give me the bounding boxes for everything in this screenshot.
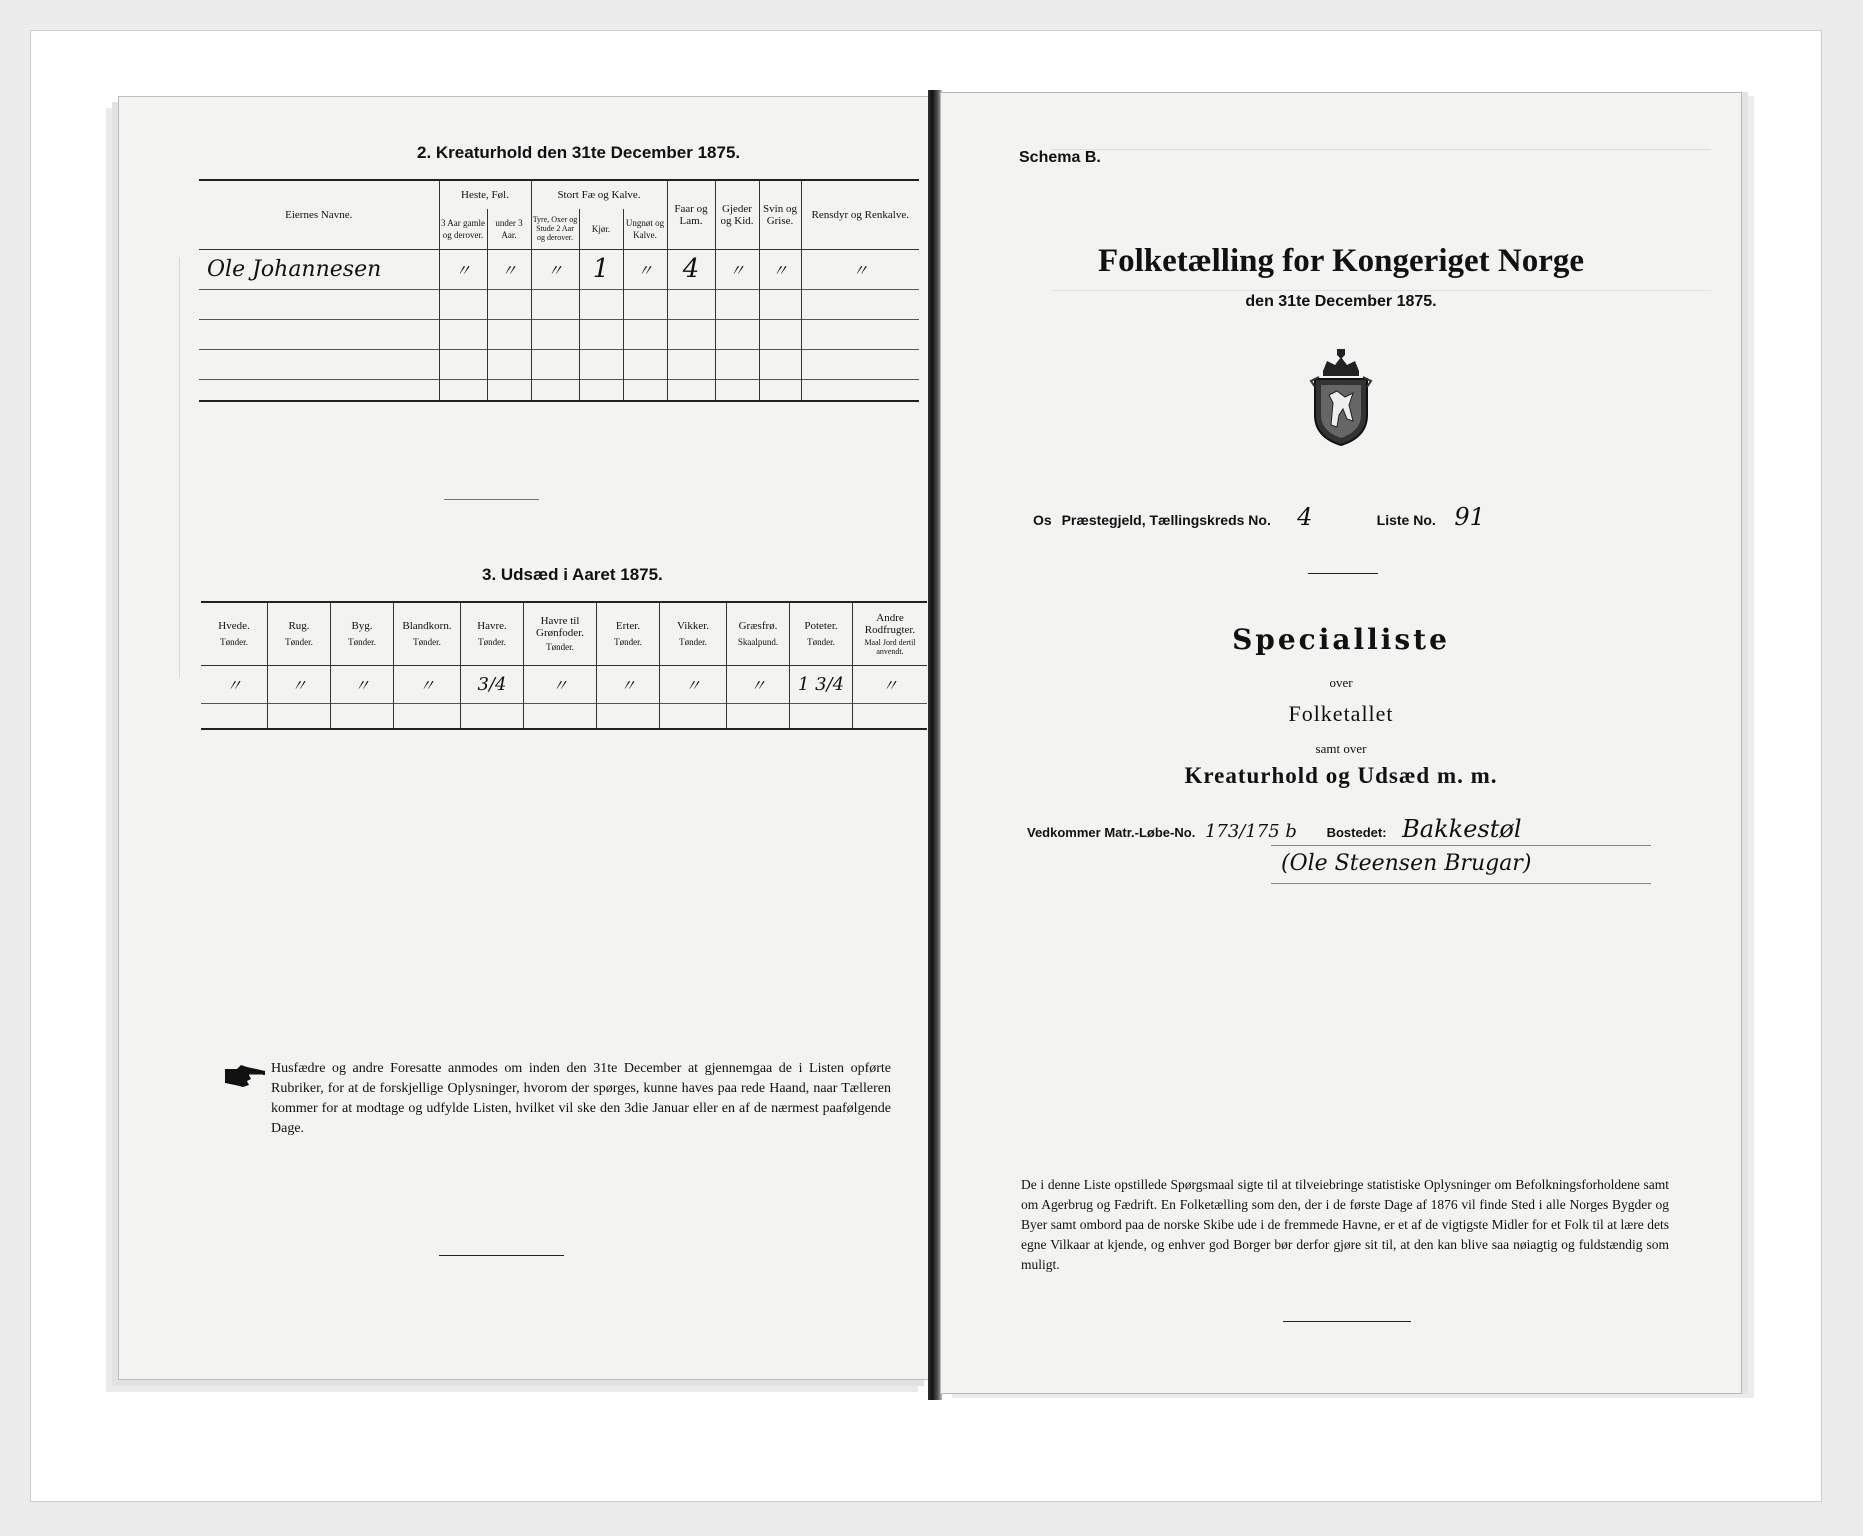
- cattle-cows-cell: 1: [579, 249, 623, 289]
- seed-value-7: 〃: [597, 665, 660, 703]
- seed-value-5: 3/4: [461, 665, 524, 703]
- folketallet-heading: Folketallet: [1288, 701, 1394, 726]
- samt-over-label: samt over: [1315, 741, 1367, 756]
- seed-value-3: 〃: [331, 665, 394, 703]
- seed-col-9-header: Græsfrø. Skaalpund.: [727, 603, 790, 665]
- horses-group-header: Heste, Føl.: [439, 181, 531, 209]
- parish-prefix: Os: [1033, 512, 1052, 528]
- goats-header: Gjeder og Kid.: [715, 181, 759, 249]
- pigs-cell: 〃: [759, 249, 801, 289]
- seed-col-2-header: Rug. Tønder.: [268, 603, 331, 665]
- list-label: Liste No.: [1376, 512, 1436, 528]
- seed-value-6: 〃: [524, 665, 597, 703]
- owner-header: Eiernes Navne.: [199, 181, 439, 249]
- goats-cell: 〃: [715, 249, 759, 289]
- cattle-bulls-header: Tyre, Oxer og Stude 2 Aar og derover.: [531, 209, 579, 249]
- pigs-header: Svin og Grise.: [759, 181, 801, 249]
- bosted-underline: [1271, 845, 1651, 846]
- right-page: [940, 92, 1742, 1394]
- list-number: 91: [1454, 503, 1485, 531]
- seed-col-4-header: Blandkorn. Tønder.: [394, 603, 461, 665]
- matr-number: 173/175 b: [1204, 821, 1297, 842]
- bosted-value: Bakkestøl: [1402, 815, 1522, 843]
- seed-value-2: 〃: [268, 665, 331, 703]
- section3-title: 3. Udsæd i Aaret 1875.: [482, 565, 663, 584]
- seed-value-4: 〃: [394, 665, 461, 703]
- seed-col-7-header: Erter. Tønder.: [597, 603, 660, 665]
- sheep-cell: 4: [667, 249, 715, 289]
- parish-label: Præstegjeld, Tællingskreds No.: [1061, 512, 1271, 528]
- seed-value-11: 〃: [853, 665, 928, 703]
- seed-value-8: 〃: [660, 665, 727, 703]
- right-bottom-divider: [1283, 1321, 1411, 1322]
- parish-line: [1033, 503, 1673, 531]
- subtitle: den 31te December 1875.: [1245, 293, 1437, 310]
- norwegian-coat-of-arms-icon: [1309, 345, 1373, 454]
- seed-col-11-header: Andre Rodfrugter. Maal Jord dertil anvendt.: [853, 603, 928, 665]
- seed-col-10-header: Poteter. Tønder.: [790, 603, 853, 665]
- left-notice-text: Husfædre og andre Foresatte anmodes om inden den 31te December at gjennemgaa de i Listen opførte Rubriker, for at de forskjellige Oplysninger, hvorom der spørges, kunne haves paa rede Haand, naar Tælleren kommer for at modtage og udfylde Listen, hvilket vil ske den 3die Januar eller en af de nærmest paafølgende Dage.: [271, 1061, 891, 1136]
- owner-note-underline: [1271, 883, 1651, 884]
- horses-under3-header: under 3 Aar.: [487, 209, 531, 249]
- left-bottom-divider: [439, 1255, 564, 1256]
- section2-end-divider: [444, 499, 539, 500]
- schema-label: Schema B.: [1019, 149, 1101, 166]
- seed-value-10: 1 3/4: [790, 665, 853, 703]
- matr-label: Vedkommer Matr.-Løbe-No.: [1027, 825, 1196, 840]
- horses-under3-cell: 〃: [487, 249, 531, 289]
- specialliste-heading: Specialliste: [1232, 623, 1450, 656]
- sheep-header: Faar og Lam.: [667, 181, 715, 249]
- reindeer-cell: 〃: [801, 249, 919, 289]
- right-divider-1: [1308, 573, 1378, 574]
- seed-table: [201, 603, 927, 730]
- owner-note: (Ole Steensen Brugar): [1281, 851, 1532, 876]
- right-notice-text: De i denne Liste opstillede Spørgsmaal sigte til at tilveiebringe statistiske Oplysninger om Befolkningsforholdene samt om Agerbrug og Fædrift. En Folketælling som den, der i de første Dage af 1876 vil finde Sted i alle Norges Bygder og Byer samt ombord paa de norske Skibe ude i de fremmede Havne, er et af de vigtigste Midler for et Folk til at lære dets egne Vilkaar at kjende, og enhver god Borger bør derfor gjøre sit til, at den kan blive saa nøiagtig og fuldstændig som muligt.: [1021, 1177, 1669, 1272]
- seed-col-1-header: Hvede. Tønder.: [201, 603, 268, 665]
- pointing-hand-icon: [223, 1063, 267, 1094]
- kreaturhold-heading: Kreaturhold og Udsæd m. m.: [1184, 763, 1498, 788]
- seed-value-9: 〃: [727, 665, 790, 703]
- seed-col-3-header: Byg. Tønder.: [331, 603, 394, 665]
- cattle-cows-header: Kjør.: [579, 209, 623, 249]
- matr-line: [1027, 815, 1707, 843]
- seed-value-1: 〃: [201, 665, 268, 703]
- left-page: [118, 96, 930, 1380]
- seed-col-6-header: Havre til Grønfoder. Tønder.: [524, 603, 597, 665]
- bosted-label: Bostedet:: [1326, 825, 1387, 840]
- cattle-group-header: Stort Fæ og Kalve.: [531, 181, 667, 209]
- section2-title: 2. Kreaturhold den 31te December 1875.: [417, 143, 741, 162]
- cattle-young-header: Ungnøt og Kalve.: [623, 209, 667, 249]
- livestock-table: [199, 181, 919, 402]
- reindeer-header: Rensdyr og Renkalve.: [801, 181, 919, 249]
- district-number: 4: [1297, 503, 1313, 531]
- main-title: Folketælling for Kongeriget Norge: [1097, 243, 1585, 279]
- cattle-young-cell: 〃: [623, 249, 667, 289]
- horses-3plus-cell: 〃: [439, 249, 487, 289]
- seed-col-5-header: Havre. Tønder.: [461, 603, 524, 665]
- owner-cell: Ole Johannesen: [199, 249, 439, 289]
- seed-col-8-header: Vikker. Tønder.: [660, 603, 727, 665]
- over-label-1: over: [1329, 675, 1353, 690]
- cattle-bulls-cell: 〃: [531, 249, 579, 289]
- horses-3plus-header: 3 Aar gamle og derover.: [439, 209, 487, 249]
